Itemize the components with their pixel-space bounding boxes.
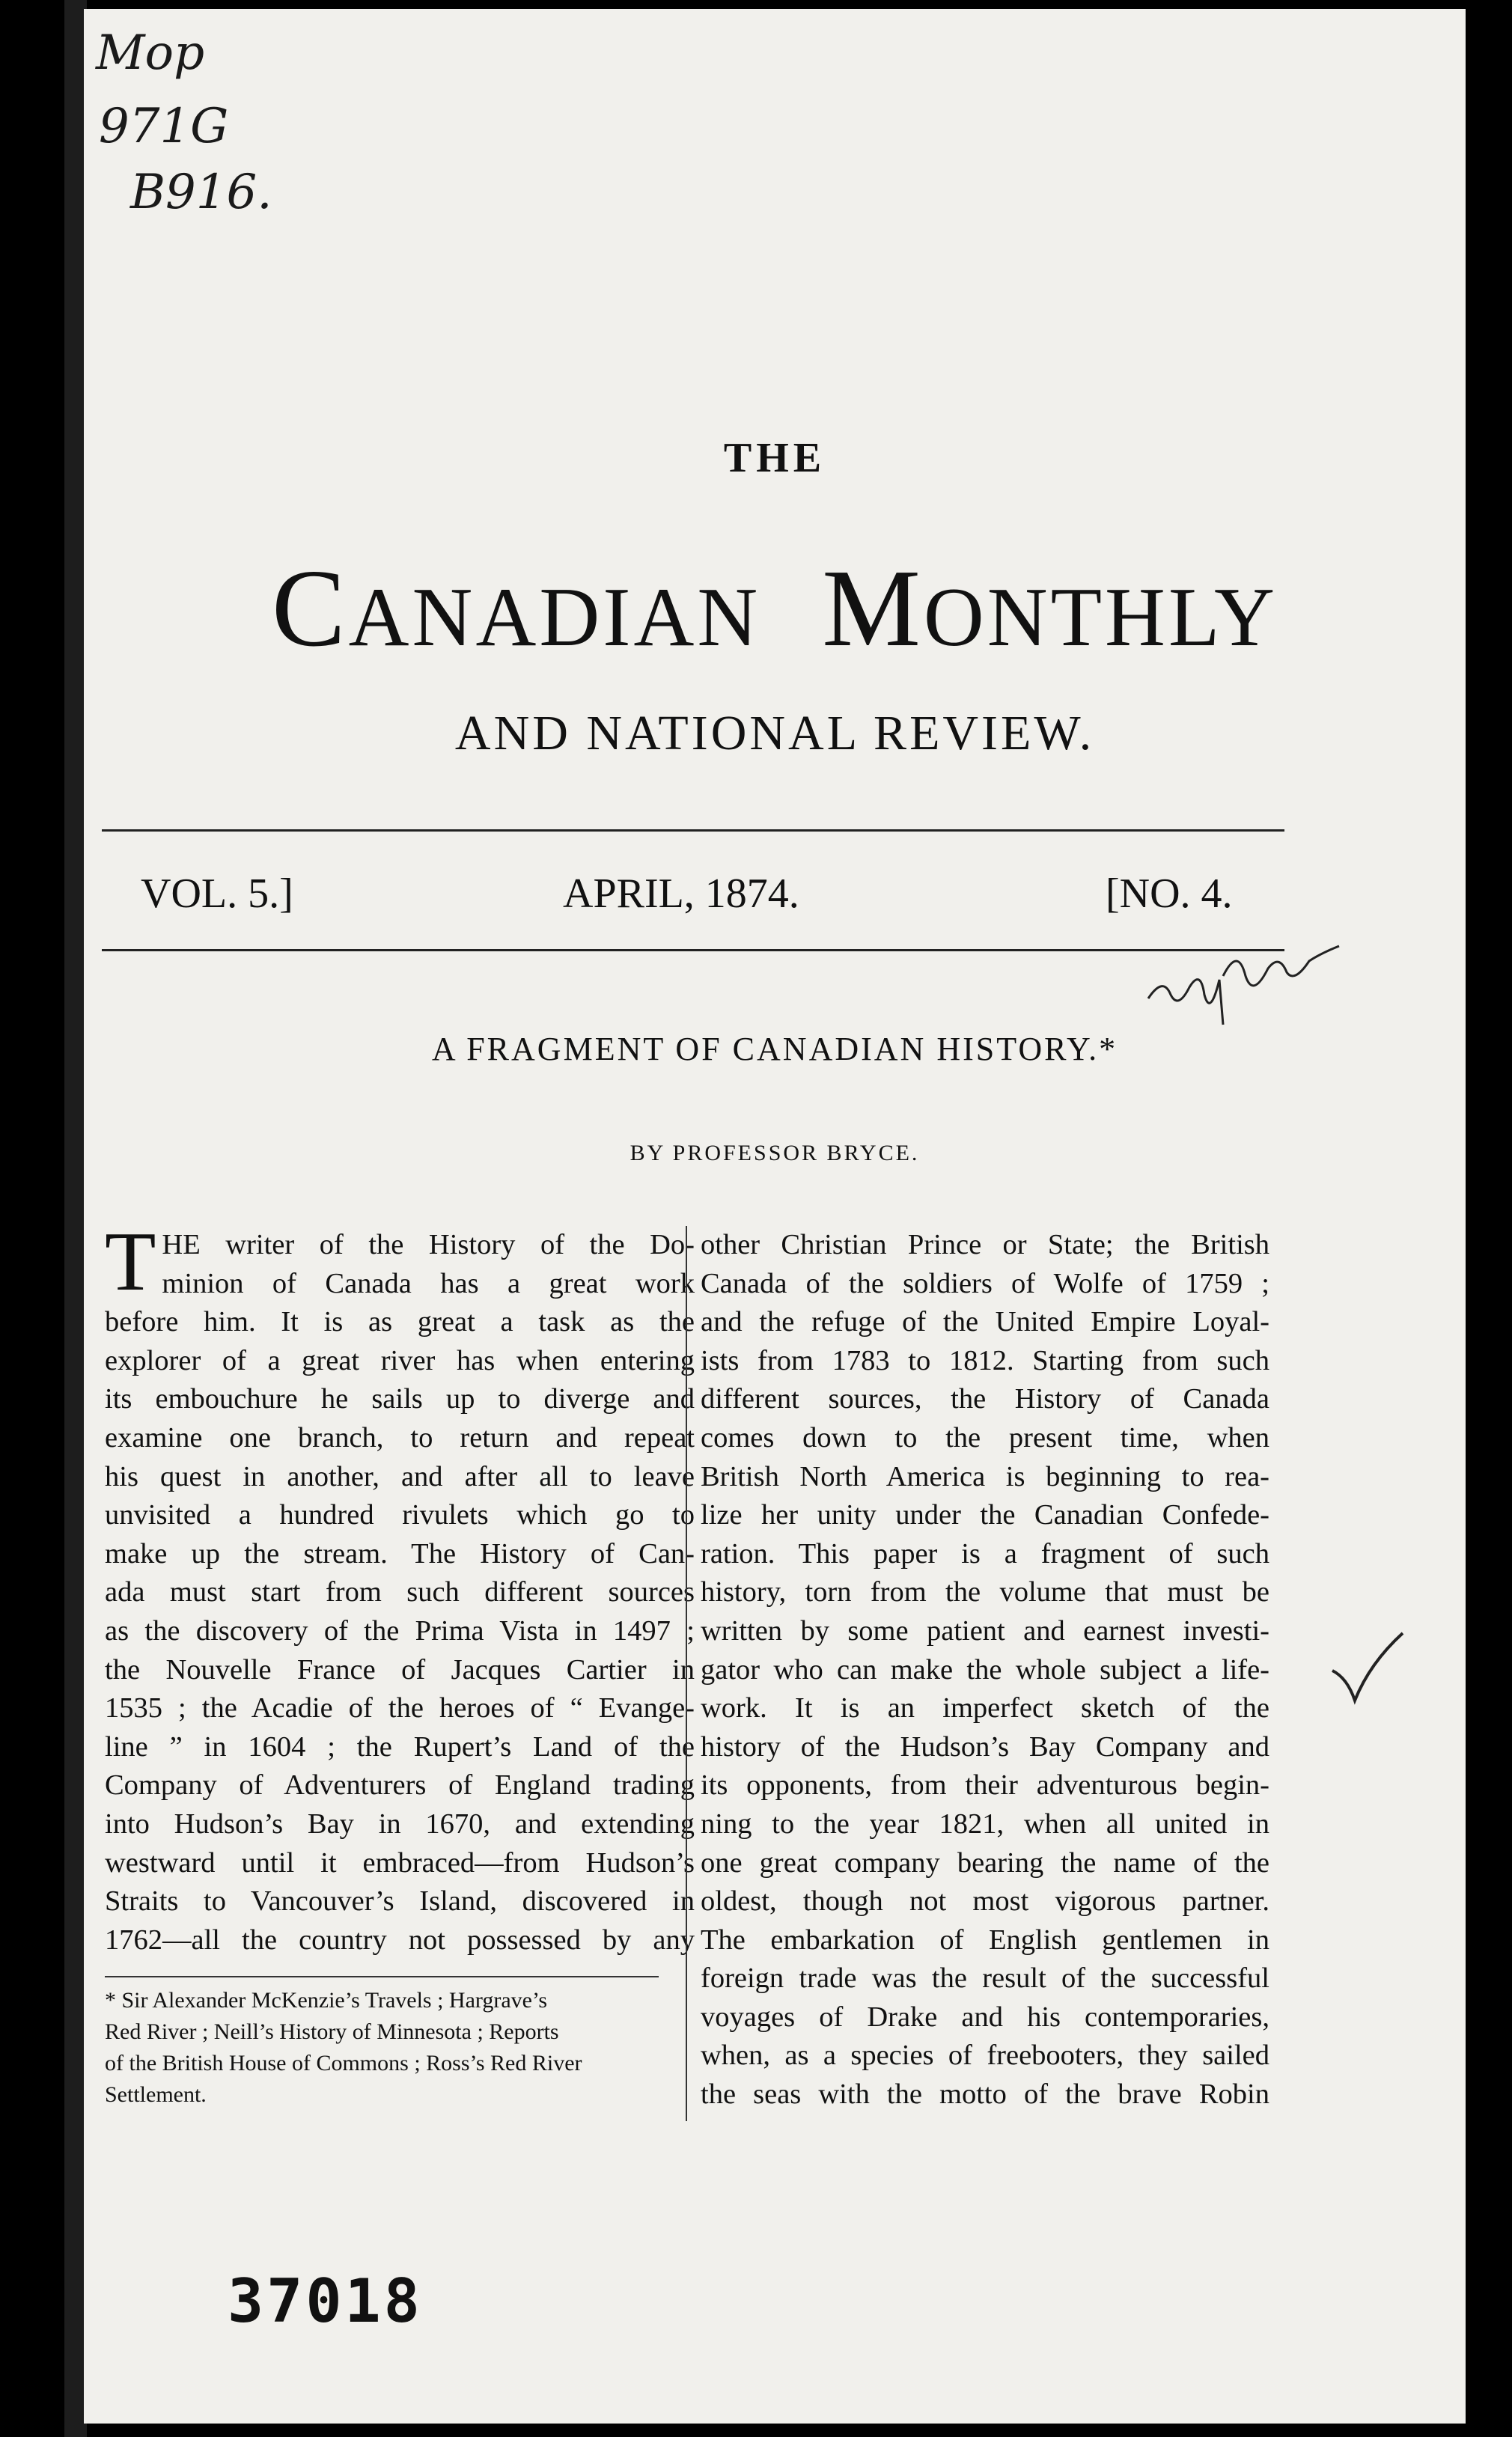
article-text-line: minion of Canada has a great work [162, 1267, 695, 1299]
article-text-line: other Christian Prince or State; the British [701, 1229, 1269, 1260]
handwritten-callno-2: 971G [99, 99, 229, 154]
article-text-line: westward until it embraced—from Hudson’s [105, 1846, 695, 1879]
title-word-monthly: ONTHLY [923, 571, 1278, 664]
title-initial-c: C [271, 547, 349, 670]
issue-number: [NO. 4. [1106, 870, 1233, 917]
article-text-line: examine one branch, to return and repeat [105, 1421, 695, 1454]
article-text-line: before him. It is as great a task as the [105, 1306, 695, 1338]
article-text-line: lize her unity under the Canadian Confede- [701, 1499, 1269, 1531]
article-text-line: into Hudson’s Bay in 1670, and extending [105, 1808, 695, 1840]
article-text-line: foreign trade was the result of the successful [701, 1962, 1269, 1995]
article-text-line: line ” in 1604 ; the Rupert’s Land of the [105, 1730, 695, 1763]
article-column-left [105, 1216, 695, 1959]
article-text-line: Straits to Vancouver’s Island, discovered in [105, 1885, 695, 1918]
footnote [105, 1985, 693, 2111]
checkmark-icon [1326, 1626, 1409, 1708]
article-text-line: and the refuge of the United Empire Loyal- [701, 1306, 1269, 1338]
article-text-line: make up the stream. The History of Can- [105, 1537, 695, 1570]
article-text-line: Company of Adventurers of England trading [105, 1769, 695, 1802]
article-text-line: Canada of the soldiers of Wolfe of 1759 ; [701, 1267, 1269, 1299]
masthead-rule-bottom [102, 949, 1284, 951]
footnote-line: of the British House of Commons ; Ross’s Red River [105, 2051, 582, 2075]
article-byline: BY PROFESSOR BRYCE. [630, 1141, 920, 1165]
accession-stamp: 37018 [228, 2266, 423, 2336]
article-text-line: oldest, though not most vigorous partner. [701, 1885, 1269, 1918]
issue-date: APRIL, 1874. [563, 870, 799, 917]
article-text-line: gator who can make the whole subject a life- [701, 1653, 1269, 1686]
article-text-line: The embarkation of English gentlemen in [701, 1924, 1269, 1956]
article-text-line: different sources, the History of Canada [701, 1383, 1269, 1415]
article-text-line: 1762—all the country not possessed by any [105, 1924, 695, 1956]
footnote-line: Red River ; Neill’s History of Minnesota ; Reports [105, 2019, 559, 2044]
article-text-line: the seas with the motto of the brave Robin [701, 2078, 1269, 2111]
document-page [84, 9, 1466, 2424]
margin-scrawl-icon [1141, 931, 1395, 1036]
article-text-line: written by some patient and earnest investi- [701, 1614, 1269, 1647]
article-text-line: one great company bearing the name of the [701, 1846, 1269, 1879]
article-text-line: its embouchure he sails up to diverge and [105, 1383, 695, 1415]
article-title: A FRAGMENT OF CANADIAN HISTORY.* [431, 1031, 1118, 1067]
article-text-line: his quest in another, and after all to leave [105, 1460, 695, 1492]
masthead-rule-top [102, 829, 1284, 832]
drop-cap: T [105, 1216, 156, 1308]
article-text-line: comes down to the present time, when [701, 1421, 1269, 1454]
masthead-subtitle: AND NATIONAL REVIEW. [454, 706, 1095, 760]
footnote-rule [105, 1976, 659, 1977]
article-column-right [701, 1226, 1269, 2114]
article-text-line: when, as a species of freebooters, they sailed [701, 2040, 1269, 2072]
article-text-line: the Nouvelle France of Jacques Cartier in [105, 1653, 695, 1686]
article-text-line: ada must start from such different sources [105, 1576, 695, 1608]
article-text-line: work. It is an imperfect sketch of the [701, 1692, 1269, 1724]
article-text-line: unvisited a hundred rivulets which go to [105, 1499, 695, 1531]
title-initial-m: M [822, 547, 924, 670]
article-text-line: ning to the year 1821, when all united in [701, 1808, 1269, 1840]
title-word-canadian: ANADIAN [348, 571, 761, 664]
article-text-line: 1535 ; the Acadie of the heroes of “ Evange- [105, 1692, 695, 1724]
article-text-line: explorer of a great river has when entering [105, 1344, 695, 1376]
handwritten-callno-1: Mop [96, 25, 205, 81]
article-text-line: its opponents, from their adventurous begin- [701, 1769, 1269, 1802]
article-text-line: HE writer of the History of the Do- [162, 1229, 695, 1260]
article-text-line: history, torn from the volume that must be [701, 1576, 1269, 1608]
article-text-line: ists from 1783 to 1812. Starting from such [701, 1344, 1269, 1376]
masthead-title [84, 545, 1466, 672]
article-text-line: voyages of Drake and his contemporaries, [701, 2001, 1269, 2033]
article-text-line: ration. This paper is a fragment of such [701, 1537, 1269, 1570]
handwritten-callno-3: B916. [130, 165, 272, 220]
issue-volume: VOL. 5.] [141, 870, 293, 917]
article-text-line: as the discovery of the Prima Vista in 1497 ; [105, 1614, 695, 1647]
footnote-line: * Sir Alexander McKenzie’s Travels ; Hargrave’s [105, 1988, 547, 2013]
masthead-the: THE [723, 435, 826, 481]
footnote-line: Settlement. [105, 2082, 207, 2107]
article-text-line: British North America is beginning to rea- [701, 1460, 1269, 1492]
article-text-line: history of the Hudson’s Bay Company and [701, 1730, 1269, 1763]
